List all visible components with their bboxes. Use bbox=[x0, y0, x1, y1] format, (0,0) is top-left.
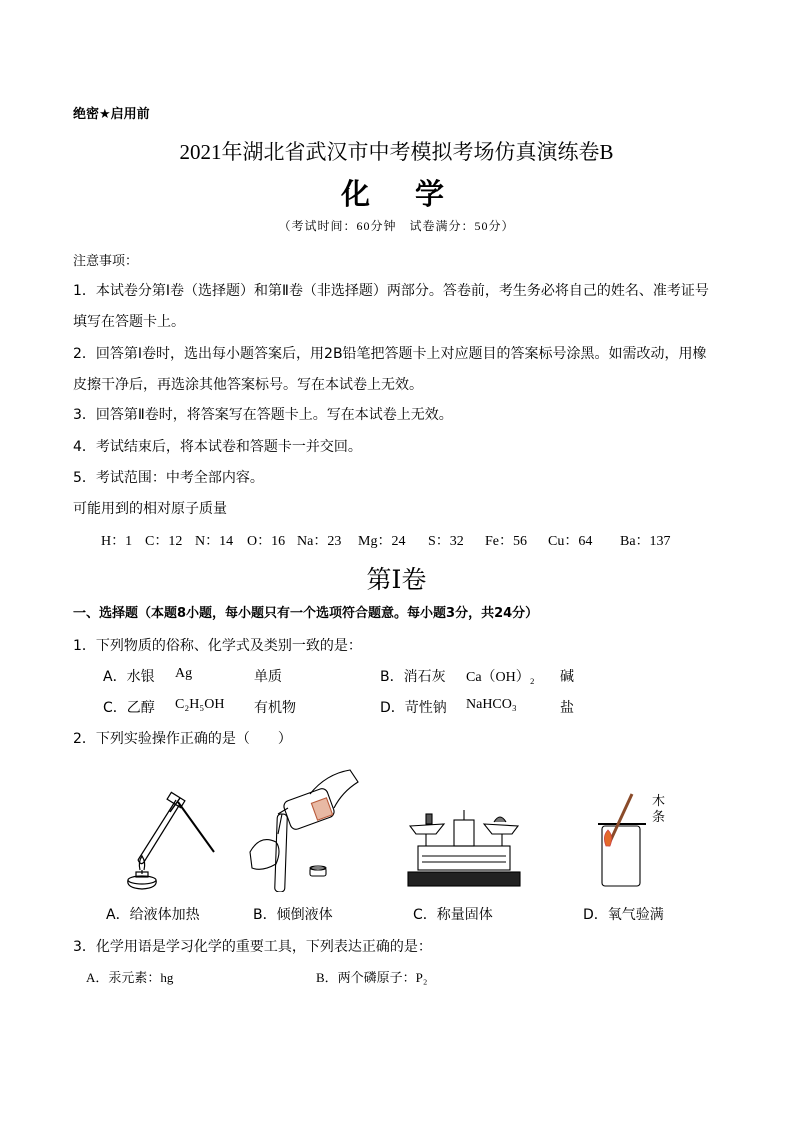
q3-option-b: B．两个磷原子：P₂ bbox=[316, 970, 428, 985]
illustration-balance bbox=[404, 800, 524, 890]
q2-caption-b: B．倾倒液体 bbox=[253, 907, 333, 923]
q1-option-c-formula: C₂H₅OH bbox=[175, 697, 225, 712]
note-item-1-line-2: 填写在答题卡上。 bbox=[73, 314, 185, 330]
q1-option-c-label: C．乙醇 bbox=[103, 700, 155, 716]
q1-option-d-formula: NaHCO₃ bbox=[466, 697, 517, 712]
q1-option-d-category: 盐 bbox=[560, 700, 574, 716]
note-item-3: 3．回答第Ⅱ卷时，将答案写在答题卡上。写在本试卷上无效。 bbox=[73, 407, 453, 423]
atomic-mass-o: O：16 bbox=[247, 534, 286, 549]
q1-option-d-label: D．苛性钠 bbox=[380, 700, 447, 716]
note-item-5: 5．考试范围：中考全部内容。 bbox=[73, 470, 264, 486]
q2-caption-a: A．给液体加热 bbox=[106, 907, 200, 923]
atomic-mass-n: N：14 bbox=[195, 534, 234, 549]
section-title: 第Ⅰ卷 bbox=[366, 567, 427, 594]
wood-stick-label-2: 条 bbox=[652, 810, 666, 825]
atomic-mass-na: Na：23 bbox=[297, 534, 342, 549]
q2-caption-d: D．氧气验满 bbox=[583, 907, 664, 923]
exam-title: 2021年湖北省武汉市中考模拟考场仿真演练卷B bbox=[179, 140, 614, 164]
atomic-masses-heading: 可能用到的相对原子质量 bbox=[73, 501, 227, 517]
subject-title: 化 学 bbox=[340, 177, 452, 211]
note-item-1-line-1: 1．本试卷分第Ⅰ卷（选择题）和第Ⅱ卷（非选择题）两部分。答卷前，考生务必将自己的姓名、准考证号 bbox=[73, 283, 709, 299]
atomic-mass-mg: Mg：24 bbox=[358, 534, 406, 549]
note-item-2-line-2: 皮擦干净后，再选涂其他答案标号。写在本试卷上无效。 bbox=[73, 377, 423, 393]
q2-caption-c: C．称量固体 bbox=[413, 907, 493, 923]
atomic-mass-s: S：32 bbox=[428, 534, 464, 549]
q1-option-b-label: B．消石灰 bbox=[380, 669, 446, 685]
question-3-stem: 3．化学用语是学习化学的重要工具，下列表达正确的是： bbox=[73, 939, 432, 955]
note-item-4: 4．考试结束后，将本试卷和答题卡一并交回。 bbox=[73, 439, 362, 455]
atomic-mass-h: H：1 bbox=[101, 534, 133, 549]
q1-option-a-formula: Ag bbox=[175, 666, 193, 681]
q1-option-b-formula: Ca（OH）₂ bbox=[466, 670, 535, 685]
illustration-heating-liquid bbox=[118, 790, 223, 890]
exam-info: （考试时间：60分钟 试卷满分：50分） bbox=[278, 219, 515, 233]
part-heading: 一、选择题（本题8小题，每小题只有一个选项符合题意。每小题3分，共24分） bbox=[73, 606, 539, 621]
wood-stick-label-1: 木 bbox=[652, 794, 666, 809]
question-1-stem: 1．下列物质的俗称、化学式及类别一致的是： bbox=[73, 638, 362, 654]
q1-option-a-category: 单质 bbox=[254, 669, 282, 685]
illustration-pouring-liquid bbox=[246, 764, 361, 892]
atomic-mass-c: C：12 bbox=[145, 534, 183, 549]
illustration-oxygen-check bbox=[592, 790, 652, 888]
note-item-2-line-1: 2．回答第Ⅰ卷时，选出每小题答案后，用2B铅笔把答题卡上对应题目的答案标号涂黑。如需改动，用橡 bbox=[73, 346, 707, 362]
atomic-mass-ba: Ba：137 bbox=[620, 534, 671, 549]
question-2-stem: 2．下列实验操作正确的是（ ） bbox=[73, 731, 292, 747]
q1-option-c-category: 有机物 bbox=[254, 700, 296, 716]
q1-option-a-label: A．水银 bbox=[103, 669, 155, 685]
atomic-mass-fe: Fe：56 bbox=[485, 534, 527, 549]
q1-option-b-category: 碱 bbox=[560, 669, 574, 685]
notes-heading: 注意事项： bbox=[73, 254, 139, 269]
atomic-mass-cu: Cu：64 bbox=[548, 534, 593, 549]
secret-label: 绝密★启用前 bbox=[73, 107, 150, 122]
q3-option-a: A．汞元素：hg bbox=[86, 970, 174, 985]
